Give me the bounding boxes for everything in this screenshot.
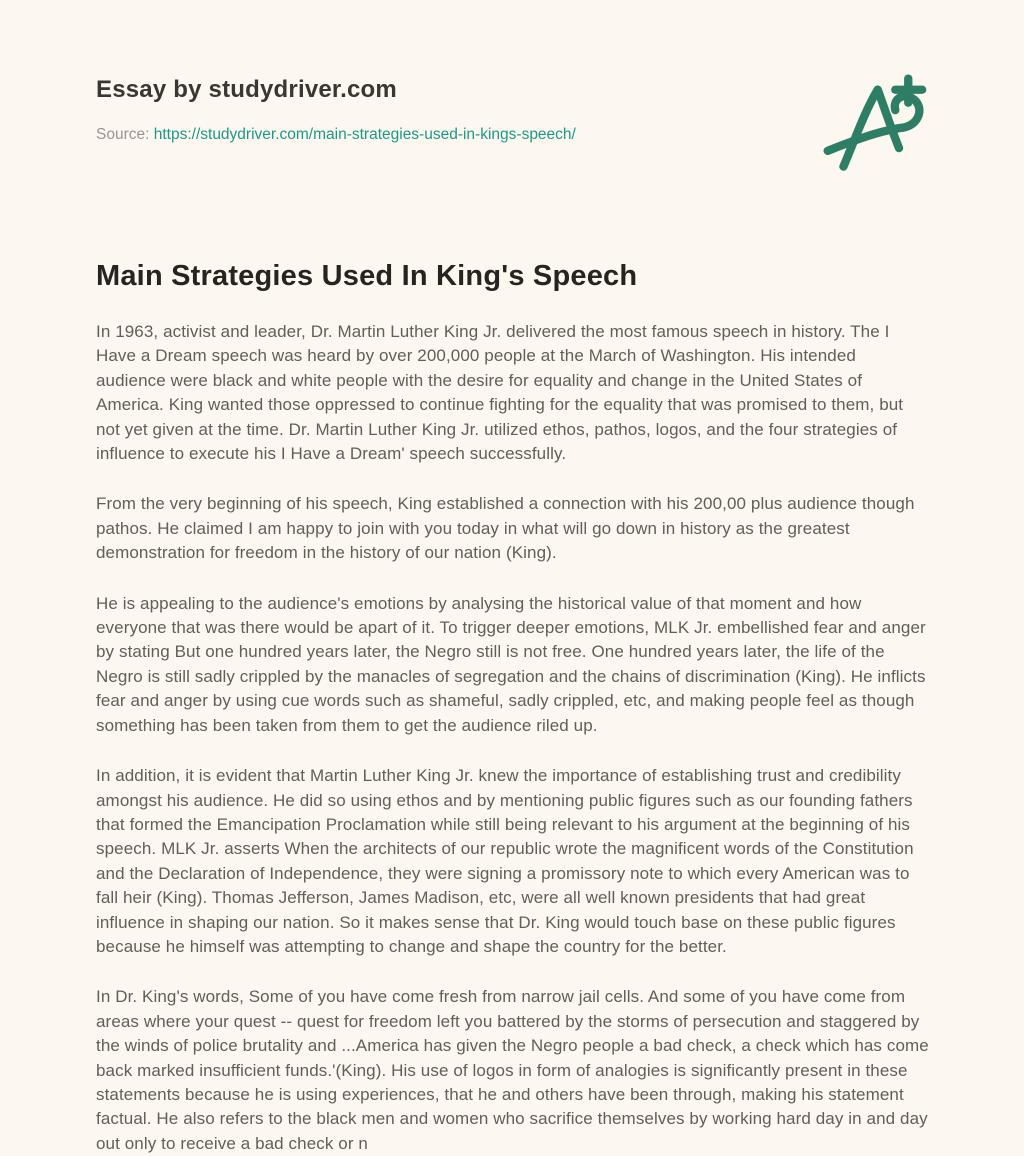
a-plus-logo-icon — [818, 74, 930, 174]
essay-content — [96, 260, 930, 1156]
masthead-title: Essay by studydriver.com — [96, 76, 397, 103]
essay-paragraph: He is appealing to the audience's emotions by analysing the historical value of that moment and how everyone that was there would be apart of it. To trigger deeper emotions, MLK Jr. embellished fear and anger by stating But one hundred years later, the Negro still is not free. One hundred years later, the life of the Negro is still sadly crippled by the manacles of segregation and the chains of discrimination (King). He inflicts fear and anger by using cue words such as shameful, sadly crippled, etc, and making people feel as though something has been taken from them to get the audience riled up. — [96, 593, 926, 735]
essay-paragraph: From the very beginning of his speech, King established a connection with his 200,00 plus audience though pathos. He claimed I am happy to join with you today in what will go down in history as the greatest demonstration for freedom in the history of our nation (King). — [96, 494, 915, 563]
source-link[interactable]: https://studydriver.com/main-strategies-used-in-kings-speech/ — [153, 126, 576, 143]
page-header — [96, 72, 930, 174]
essay-title: Main Strategies Used In King's Speech — [96, 260, 638, 292]
source-line — [96, 126, 576, 144]
header-text-block — [96, 72, 576, 144]
source-label: Source: — [96, 126, 150, 143]
essay-paragraph: In 1963, activist and leader, Dr. Martin Luther King Jr. delivered the most famous speech in history. The I Have a Dream speech was heard by over 200,000 people at the March of Washington. His intended audience were black and white people with the desire for equality and change in the United States of America. King wanted those oppressed to continue fighting for the equality that was promised to them, but not yet given at the time. Dr. Martin Luther King Jr. utilized ethos, pathos, logos, and the four strategies of influence to execute his I Have a Dream' speech successfully. — [96, 322, 904, 464]
essay-body — [96, 320, 930, 1156]
essay-paragraph: In Dr. King's words, Some of you have come fresh from narrow jail cells. And some of you have come from areas where your quest -- quest for freedom left you battered by the storms of persecution and staggered by the winds of police brutality and ...America has given the Negro people a bad check, a check which has come back marked insufficient funds.'(King). His use of logos in form of analogies is significantly present in these statements because he is using experiences, that he and others have been through, making his statement factual. He also refers to the black men and women who sacrifice themselves by working hard day in and day out only to receive a bad check or n — [96, 987, 929, 1153]
essay-paragraph: In addition, it is evident that Martin Luther King Jr. knew the importance of establishing trust and credibility amongst his audience. He did so using ethos and by mentioning public figures such as our founding fathers that formed the Emancipation Proclamation while still being relevant to his argument at the beginning of his speech. MLK Jr. asserts When the architects of our republic wrote the magnificent words of the Constitution and the Declaration of Independence, they were signing a promissory note to which every American was to fall heir (King). Thomas Jefferson, James Madison, etc, were all well known presidents that had great influence in shaping our nation. So it makes sense that Dr. King would touch base on these public figures because he himself was attempting to change and shape the country for the better. — [96, 766, 914, 956]
